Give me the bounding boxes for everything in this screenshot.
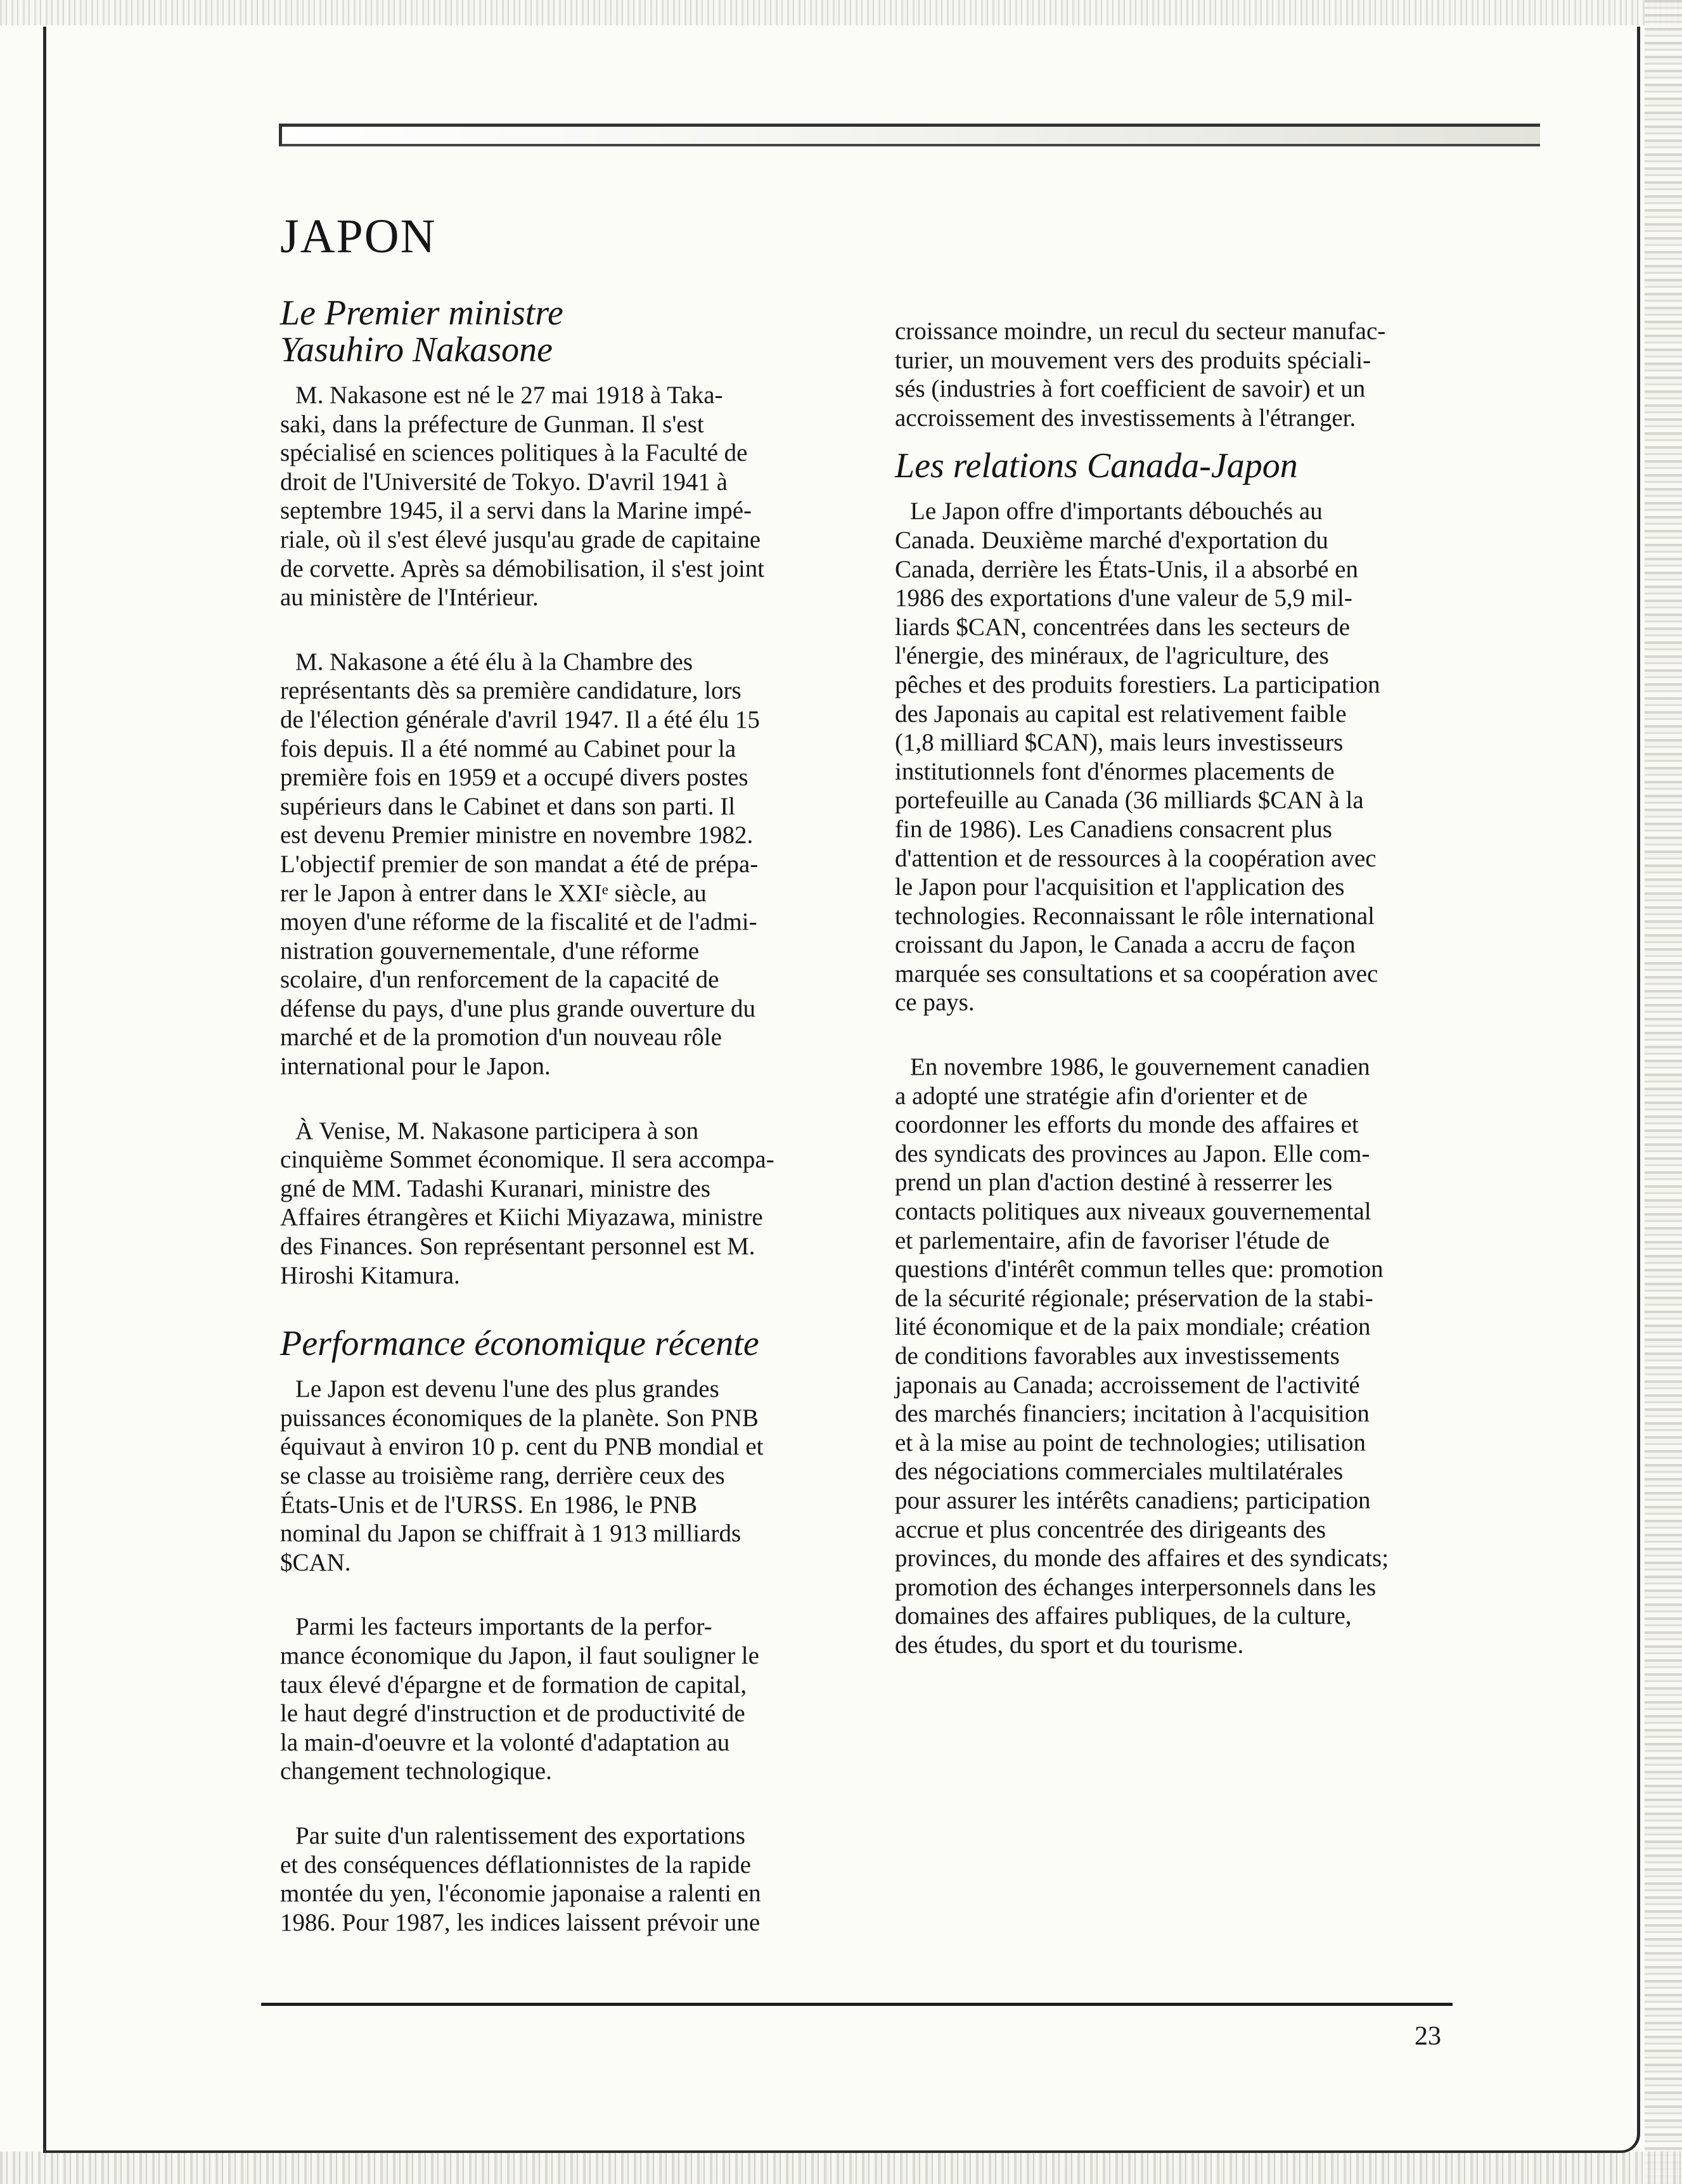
page-number: 23	[1415, 2022, 1441, 2051]
text-line: pour assurer les intérêts canadiens; participation	[895, 1486, 1371, 1514]
text-line: de corvette. Après sa démobilisation, il s'est joint	[280, 555, 765, 582]
text-line: de conditions favorables aux investissements	[895, 1342, 1340, 1370]
text-line: se classe au troisième rang, derrière ceux des	[280, 1462, 725, 1489]
text-line: fin de 1986). Les Canadiens consacrent plus	[895, 815, 1332, 843]
text-line: prend un plan d'action destiné à resserrer les	[895, 1169, 1333, 1197]
text-line: Hiroshi Kitamura.	[280, 1261, 460, 1289]
text-line: Le Japon offre d'importants débouchés au	[910, 498, 1323, 525]
text-line: marquée ses consultations et sa coopération avec	[895, 960, 1378, 987]
text-line: septembre 1945, il a servi dans la Marine impé-	[280, 497, 752, 525]
paragraph-biography	[280, 381, 838, 612]
text-line: des négociations commerciales multilatérales	[895, 1458, 1344, 1486]
text-line: changement technologique.	[280, 1757, 552, 1785]
scan-edge-top	[0, 0, 1682, 25]
text-line: équivaut à environ 10 p. cent du PNB mondial et	[280, 1433, 764, 1461]
text-line: L'objectif premier de son mandat a été de prépa-	[280, 850, 759, 878]
paragraph-trade	[895, 497, 1453, 1017]
text-line: À Venise, M. Nakasone participera à son	[295, 1117, 699, 1145]
text-line: Performance économique récente	[280, 1324, 759, 1364]
text-line: Canada, derrière les États-Unis, il a absorbé en	[895, 555, 1358, 583]
text-line: international pour le Japon.	[280, 1053, 551, 1081]
text-line: Les relations Canada-Japon	[895, 446, 1298, 486]
text-line: ce pays.	[895, 989, 975, 1017]
text-line: En novembre 1986, le gouvernement canadien	[910, 1053, 1370, 1081]
text-line: Affaires étrangères et Kiichi Miyazawa, ministre	[280, 1204, 763, 1231]
text-line: le haut degré d'instruction et de productivité de	[280, 1700, 745, 1728]
text-line: droit de l'Université de Tokyo. D'avril 1941 à	[280, 468, 728, 496]
paragraph-slowdown-continued	[895, 317, 1453, 432]
text-line: la main-d'oeuvre et la volonté d'adaptation au	[280, 1728, 730, 1756]
text-line: marché et de la promotion d'un nouveau rôle	[280, 1024, 722, 1051]
left-column	[280, 295, 838, 1937]
text-line: supérieurs dans le Cabinet et dans son parti. Il	[280, 792, 736, 820]
text-line: liards $CAN, concentrées dans les secteurs de	[895, 613, 1351, 641]
text-line: puissances économiques de la planète. Son PNB	[280, 1404, 759, 1432]
section-heading-economic-performance	[280, 1325, 838, 1362]
text-line: des Finances. Son représentant personnel est M.	[280, 1233, 755, 1261]
text-line: Le Japon est devenu l'une des plus grandes	[295, 1375, 719, 1403]
text-line: l'énergie, des minéraux, de l'agriculture, des	[895, 642, 1329, 670]
text-line: fois depuis. Il a été nommé au Cabinet pour la	[280, 735, 736, 762]
text-line: Canada. Deuxième marché d'exportation du	[895, 526, 1328, 554]
text-line: coordonner les efforts du monde des affaires et	[895, 1111, 1359, 1139]
text-line: des marchés financiers; incitation à l'acquisition	[895, 1400, 1370, 1428]
text-line: M. Nakasone est né le 27 mai 1918 à Taka-	[295, 382, 723, 409]
text-line: portefeuille au Canada (36 milliards $CAN à la	[895, 787, 1364, 814]
paragraph-slowdown	[280, 1821, 838, 1937]
text-line: d'attention et de ressources à la coopération avec	[895, 844, 1377, 872]
scan-edge-right	[1645, 0, 1682, 2184]
text-line: taux élevé d'épargne et de formation de capital,	[280, 1671, 747, 1699]
text-line: questions d'intérêt commun telles que: promotion	[895, 1256, 1383, 1283]
paragraph-career	[280, 648, 838, 1081]
text-line: croissant du Japon, le Canada a accru de façon	[895, 931, 1356, 959]
text-line: spécialisé en sciences politiques à la Faculté de	[280, 439, 748, 467]
text-line: défense du pays, d'une plus grande ouverture du	[280, 994, 755, 1022]
text-line: au ministère de l'Intérieur.	[280, 584, 539, 612]
text-line: domaines des affaires publiques, de la culture,	[895, 1602, 1352, 1630]
text-line: contacts politiques aux niveaux gouvernemental	[895, 1198, 1371, 1226]
text-line: a adopté une stratégie afin d'orienter et de	[895, 1082, 1308, 1110]
text-line: rer le Japon à entrer dans le XXIᵉ siècle, au	[280, 879, 707, 907]
text-line: sés (industries à fort coefficient de savoir) et un	[895, 375, 1366, 403]
text-line: des syndicats des provinces au Japon. Elle com-	[895, 1140, 1370, 1167]
right-column	[895, 317, 1453, 1660]
text-line: représentants dès sa première candidature, lors	[280, 677, 741, 705]
text-line: le Japon pour l'acquisition et l'application des	[895, 873, 1345, 901]
text-line: institutionnels font d'énormes placements de	[895, 757, 1335, 785]
section-heading-prime-minister	[280, 295, 838, 368]
footer-rule	[261, 2003, 1453, 2006]
text-line: Par suite d'un ralentissement des exportations	[295, 1821, 745, 1849]
text-line: accroissement des investissements à l'étranger.	[895, 404, 1356, 432]
text-line: pêches et des produits forestiers. La participation	[895, 671, 1380, 698]
paragraph-factors	[280, 1612, 838, 1786]
text-line: promotion des échanges interpersonnels dans les	[895, 1573, 1377, 1601]
text-line: Le Premier ministre	[280, 293, 563, 333]
paragraph-gnp	[280, 1375, 838, 1577]
text-line: $CAN.	[280, 1548, 351, 1576]
header-rule	[279, 124, 1540, 146]
text-line: des études, du sport et du tourisme.	[895, 1631, 1244, 1659]
paragraph-venice-summit	[280, 1117, 838, 1290]
text-line: nominal du Japon se chiffrait à 1 913 milliards	[280, 1520, 741, 1548]
text-line: de l'élection générale d'avril 1947. Il a été élu 15	[280, 705, 760, 733]
text-line: scolaire, d'un renforcement de la capacité de	[280, 966, 719, 994]
scan-edge-bottom	[0, 2152, 1682, 2184]
text-line: cinquième Sommet économique. Il sera accompa-	[280, 1146, 774, 1174]
text-line: saki, dans la préfecture de Gunman. Il s'est	[280, 410, 704, 438]
text-line: États-Unis et de l'URSS. En 1986, le PNB	[280, 1491, 698, 1519]
text-line: 1986 des exportations d'une valeur de 5,9 mil-	[895, 584, 1352, 612]
text-line: et à la mise au point de technologies; utilisation	[895, 1429, 1366, 1456]
text-line: nistration gouvernementale, d'une réforme	[280, 937, 700, 965]
section-heading-canada-japan	[895, 447, 1453, 484]
text-line: croissance moindre, un recul du secteur manufac-	[895, 318, 1386, 345]
text-line: Yasuhiro Nakasone	[280, 330, 553, 369]
text-line: technologies. Reconnaissant le rôle international	[895, 902, 1375, 930]
text-line: moyen d'une réforme de la fiscalité et de l'admi-	[280, 908, 757, 936]
text-line: des Japonais au capital est relativement faible	[895, 700, 1347, 728]
text-line: est devenu Premier ministre en novembre 1982.	[280, 821, 754, 849]
paragraph-strategy	[895, 1053, 1453, 1659]
text-line: Parmi les facteurs importants de la perfor-	[295, 1613, 712, 1641]
text-line: gné de MM. Tadashi Kuranari, ministre des	[280, 1174, 710, 1202]
text-line: japonais au Canada; accroissement de l'activité	[895, 1371, 1360, 1399]
text-line: 1986. Pour 1987, les indices laissent prévoir une	[280, 1908, 761, 1936]
text-line: turier, un mouvement vers des produits spéciali-	[895, 346, 1371, 374]
text-line: et des conséquences déflationnistes de la rapide	[280, 1851, 751, 1879]
text-line: première fois en 1959 et a occupé divers postes	[280, 764, 748, 792]
text-line: provinces, du monde des affaires et des syndicats;	[895, 1545, 1389, 1572]
text-line: riale, où il s'est élevé jusqu'au grade de capitaine	[280, 525, 761, 553]
page-title: JAPON	[280, 210, 437, 263]
text-line: montée du yen, l'économie japonaise a ralenti en	[280, 1880, 761, 1908]
text-line: de la sécurité régionale; préservation de la stabi-	[895, 1284, 1373, 1312]
text-line: M. Nakasone a été élu à la Chambre des	[295, 648, 693, 676]
text-line: accrue et plus concentrée des dirigeants des	[895, 1515, 1326, 1543]
text-line: lité économique et de la paix mondiale; création	[895, 1313, 1371, 1341]
text-line: (1,8 milliard $CAN), mais leurs investisseurs	[895, 729, 1344, 757]
text-line: mance économique du Japon, il faut souligner le	[280, 1641, 759, 1669]
text-line: et parlementaire, afin de favoriser l'étude de	[895, 1226, 1330, 1254]
